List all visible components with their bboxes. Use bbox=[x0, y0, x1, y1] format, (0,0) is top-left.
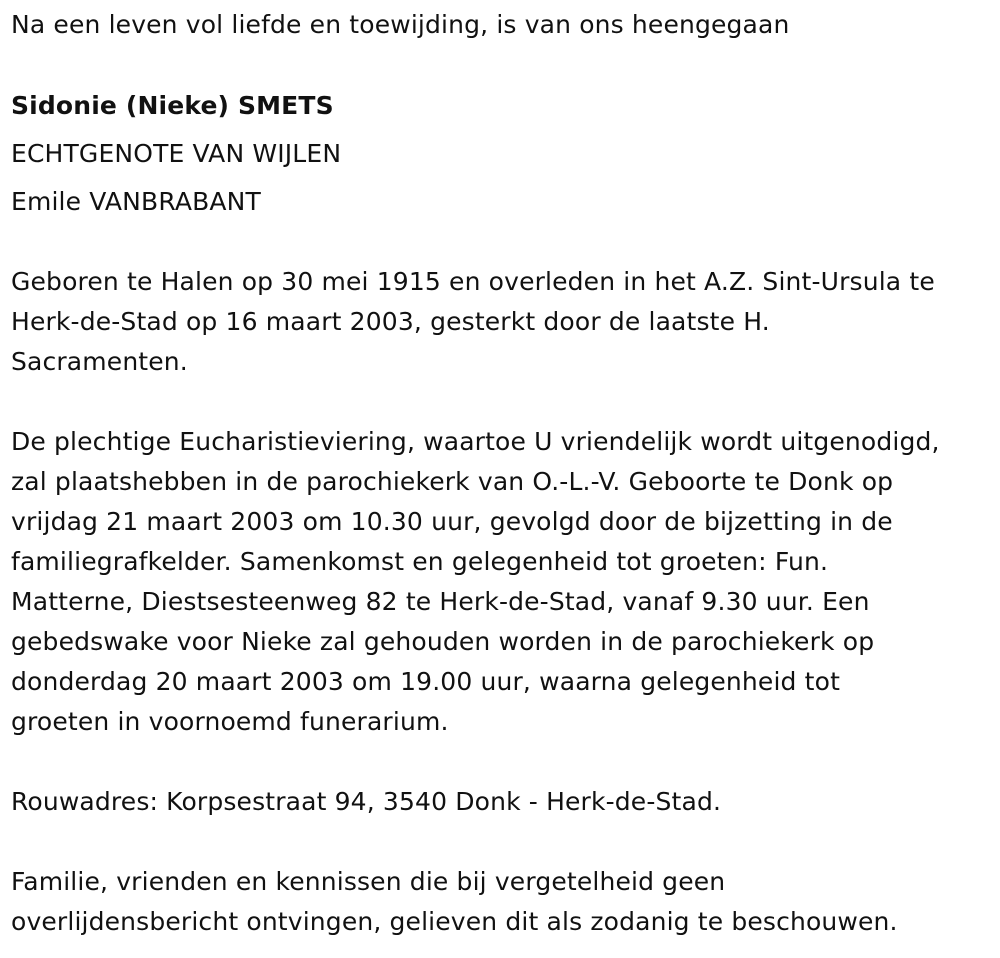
ceremony-line-5: Matterne, Diestsesteenweg 82 te Herk-de-Stad, vanaf 9.30 uur. Een bbox=[11, 587, 870, 616]
birth-death-line-3: Sacramenten. bbox=[11, 347, 188, 376]
mourning-address: Rouwadres: Korpsestraat 94, 3540 Donk - Herk-de-Stad. bbox=[11, 787, 722, 816]
birth-death-line-2: Herk-de-Stad op 16 maart 2003, gesterkt door de laatste H. bbox=[11, 307, 770, 336]
ceremony-line-1: De plechtige Eucharistieviering, waartoe U vriendelijk wordt uitgenodigd, bbox=[11, 427, 940, 456]
ceremony-line-3: vrijdag 21 maart 2003 om 10.30 uur, gevolgd door de bijzetting in de bbox=[11, 507, 893, 536]
intro-text: Na een leven vol liefde en toewijding, is van ons heengegaan bbox=[11, 10, 790, 39]
ceremony-line-2: zal plaatshebben in de parochiekerk van O.-L.-V. Geboorte te Donk op bbox=[11, 467, 894, 496]
relation-text: ECHTGENOTE VAN WIJLEN bbox=[11, 139, 342, 168]
closing-line-1: Familie, vrienden en kennissen die bij vergetelheid geen bbox=[11, 867, 726, 896]
closing-line-2: overlijdensbericht ontvingen, gelieven dit als zodanig te beschouwen. bbox=[11, 907, 898, 936]
spouse-name: Emile VANBRABANT bbox=[11, 187, 261, 216]
ceremony-line-7: donderdag 20 maart 2003 om 19.00 uur, waarna gelegenheid tot bbox=[11, 667, 841, 696]
ceremony-line-4: familiegrafkelder. Samenkomst en gelegenheid tot groeten: Fun. bbox=[11, 547, 829, 576]
ceremony-line-6: gebedswake voor Nieke zal gehouden worden in de parochiekerk op bbox=[11, 627, 875, 656]
birth-death-line-1: Geboren te Halen op 30 mei 1915 en overleden in het A.Z. Sint-Ursula te bbox=[11, 267, 935, 296]
deceased-name: Sidonie (Nieke) SMETS bbox=[11, 91, 334, 120]
ceremony-line-8: groeten in voornoemd funerarium. bbox=[11, 707, 449, 736]
